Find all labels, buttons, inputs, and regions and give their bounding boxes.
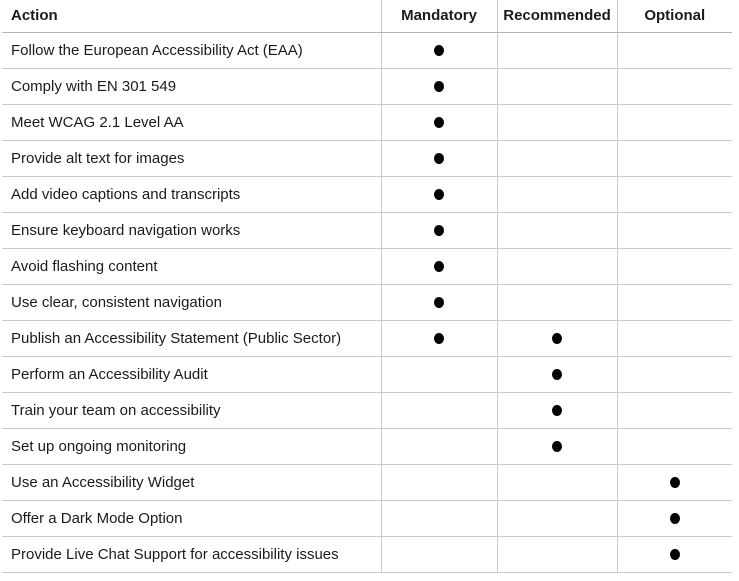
- action-cell: Comply with EN 301 549: [2, 68, 381, 104]
- action-cell: Train your team on accessibility: [2, 392, 381, 428]
- recommended-cell: [497, 536, 617, 572]
- action-cell: Offer a Dark Mode Option: [2, 500, 381, 536]
- table-body: [2, 32, 732, 572]
- action-cell: Use clear, consistent navigation: [2, 284, 381, 320]
- mandatory-cell: [381, 392, 497, 428]
- table-row: [2, 320, 732, 356]
- table-row: [2, 536, 732, 572]
- bullet-icon: [434, 81, 444, 92]
- optional-cell: [617, 392, 732, 428]
- table-row: [2, 104, 732, 140]
- bullet-icon: [434, 153, 444, 164]
- column-header-recommended: Recommended: [497, 0, 617, 32]
- bullet-icon: [670, 513, 680, 524]
- recommended-cell: [497, 428, 617, 464]
- mandatory-cell: [381, 176, 497, 212]
- optional-cell: [617, 104, 732, 140]
- table-row: [2, 32, 732, 68]
- mandatory-cell: [381, 536, 497, 572]
- mandatory-cell: [381, 212, 497, 248]
- recommended-cell: [497, 140, 617, 176]
- recommended-cell: [497, 104, 617, 140]
- mandatory-cell: [381, 500, 497, 536]
- recommended-cell: [497, 464, 617, 500]
- optional-cell: [617, 32, 732, 68]
- action-cell: Ensure keyboard navigation works: [2, 212, 381, 248]
- bullet-icon: [434, 297, 444, 308]
- mandatory-cell: [381, 464, 497, 500]
- action-cell: Meet WCAG 2.1 Level AA: [2, 104, 381, 140]
- action-cell: Use an Accessibility Widget: [2, 464, 381, 500]
- mandatory-cell: [381, 356, 497, 392]
- table-row: [2, 356, 732, 392]
- mandatory-cell: [381, 32, 497, 68]
- optional-cell: [617, 500, 732, 536]
- bullet-icon: [670, 477, 680, 488]
- optional-cell: [617, 212, 732, 248]
- recommended-cell: [497, 248, 617, 284]
- table-row: [2, 68, 732, 104]
- column-header-action: Action: [2, 0, 381, 32]
- action-cell: Provide Live Chat Support for accessibility issues: [2, 536, 381, 572]
- optional-cell: [617, 356, 732, 392]
- recommended-cell: [497, 356, 617, 392]
- recommended-cell: [497, 212, 617, 248]
- recommended-cell: [497, 176, 617, 212]
- bullet-icon: [434, 189, 444, 200]
- action-cell: Follow the European Accessibility Act (EAA): [2, 32, 381, 68]
- action-cell: Add video captions and transcripts: [2, 176, 381, 212]
- recommended-cell: [497, 284, 617, 320]
- column-header-optional: Optional: [617, 0, 732, 32]
- bullet-icon: [434, 45, 444, 56]
- column-header-mandatory: Mandatory: [381, 0, 497, 32]
- bullet-icon: [434, 117, 444, 128]
- mandatory-cell: [381, 140, 497, 176]
- table-row: [2, 428, 732, 464]
- optional-cell: [617, 140, 732, 176]
- accessibility-requirements-table: [2, 0, 732, 573]
- recommended-cell: [497, 68, 617, 104]
- action-cell: Set up ongoing monitoring: [2, 428, 381, 464]
- bullet-icon: [552, 441, 562, 452]
- recommended-cell: [497, 32, 617, 68]
- bullet-icon: [670, 549, 680, 560]
- bullet-icon: [434, 261, 444, 272]
- table-row: [2, 464, 732, 500]
- bullet-icon: [434, 333, 444, 344]
- bullet-icon: [434, 225, 444, 236]
- optional-cell: [617, 464, 732, 500]
- table-row: [2, 140, 732, 176]
- bullet-icon: [552, 405, 562, 416]
- action-cell: Publish an Accessibility Statement (Public Sector): [2, 320, 381, 356]
- bullet-icon: [552, 333, 562, 344]
- optional-cell: [617, 176, 732, 212]
- table-row: [2, 212, 732, 248]
- optional-cell: [617, 248, 732, 284]
- optional-cell: [617, 284, 732, 320]
- table-row: [2, 284, 732, 320]
- mandatory-cell: [381, 248, 497, 284]
- mandatory-cell: [381, 68, 497, 104]
- bullet-icon: [552, 369, 562, 380]
- table-row: [2, 392, 732, 428]
- recommended-cell: [497, 392, 617, 428]
- mandatory-cell: [381, 104, 497, 140]
- table-row: [2, 248, 732, 284]
- mandatory-cell: [381, 428, 497, 464]
- optional-cell: [617, 320, 732, 356]
- action-cell: Provide alt text for images: [2, 140, 381, 176]
- recommended-cell: [497, 320, 617, 356]
- action-cell: Perform an Accessibility Audit: [2, 356, 381, 392]
- mandatory-cell: [381, 320, 497, 356]
- action-cell: Avoid flashing content: [2, 248, 381, 284]
- table-row: [2, 176, 732, 212]
- recommended-cell: [497, 500, 617, 536]
- optional-cell: [617, 536, 732, 572]
- mandatory-cell: [381, 284, 497, 320]
- table-row: [2, 500, 732, 536]
- optional-cell: [617, 428, 732, 464]
- optional-cell: [617, 68, 732, 104]
- header-row: [2, 0, 732, 32]
- table-header: [2, 0, 732, 32]
